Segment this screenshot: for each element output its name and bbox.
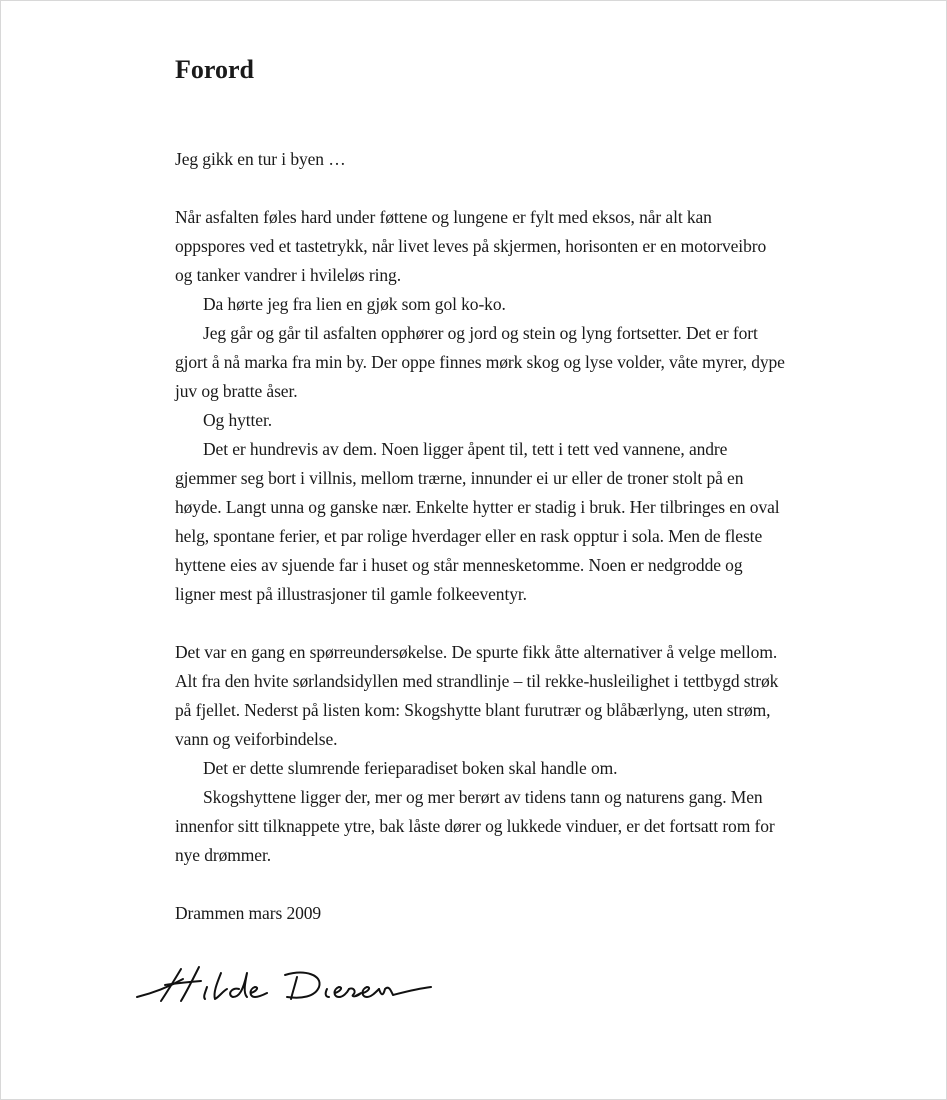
paragraph-6: Det var en gang en spørreundersøkelse. De spurte fikk åtte alternativer å velge mellom. Alt fra den hvite sørlandsidyllen med strandlinje – til rekke-husleilighet i tettbygd strøk på fjellet. Nederst på listen kom: Skogshytte blant furutrær og blåbærlyng, uten strøm, vann og veiforbindelse. [175, 642, 779, 749]
page-title: Forord [175, 55, 254, 84]
paragraph-7: Det er dette slumrende ferieparadiset boken skal handle om. [203, 758, 618, 778]
intro-line: Jeg gikk en tur i byen … [175, 149, 346, 169]
paragraph-8: Skogshyttene ligger der, mer og mer berørt av tidens tann og naturens gang. Men innenfor sitt tilknappete ytre, bak låste dører og lukkede vinduer, er det fortsatt rom for nye drømmer. [175, 787, 775, 865]
paragraph-5: Det er hundrevis av dem. Noen ligger åpent til, tett i tett ved vannene, andre gjemmer seg bort i villnis, mellom trærne, innunder ei ur eller de troner stolt på en høyde. Langt unna og ganske nær. Enkelte hytter er stadig i bruk. Her tilbringes en oval helg, spontane ferier, et par rolige hverdager eller en rask opptur i sola. Men de fleste hyttene eies av sjuende far i huset og står mennesketomme. Noen er nedgrodde og ligner mest på illustrasjoner til gamle folkeeventyr. [175, 439, 780, 604]
foreword-content [175, 53, 785, 928]
paragraph-4: Og hytter. [203, 410, 272, 430]
paragraph-1: Når asfalten føles hard under føttene og lungene er fylt med eksos, når alt kan oppspores ved et tastetrykk, når livet leves på skjermen, horisonten er en motorveibro og tanker vandrer i hvileløs ring. [175, 207, 767, 285]
place-date: Drammen mars 2009 [175, 903, 322, 923]
handwritten-signature [135, 961, 435, 1011]
paragraph-3: Jeg går og går til asfalten opphører og jord og stein og lyng fortsetter. Det er fort gjort å nå marka fra min by. Der oppe finnes mørk skog og lyse volder, våte myrer, dype juv og bratte åser. [175, 323, 785, 401]
paragraph-2: Da hørte jeg fra lien en gjøk som gol ko-ko. [203, 294, 506, 314]
